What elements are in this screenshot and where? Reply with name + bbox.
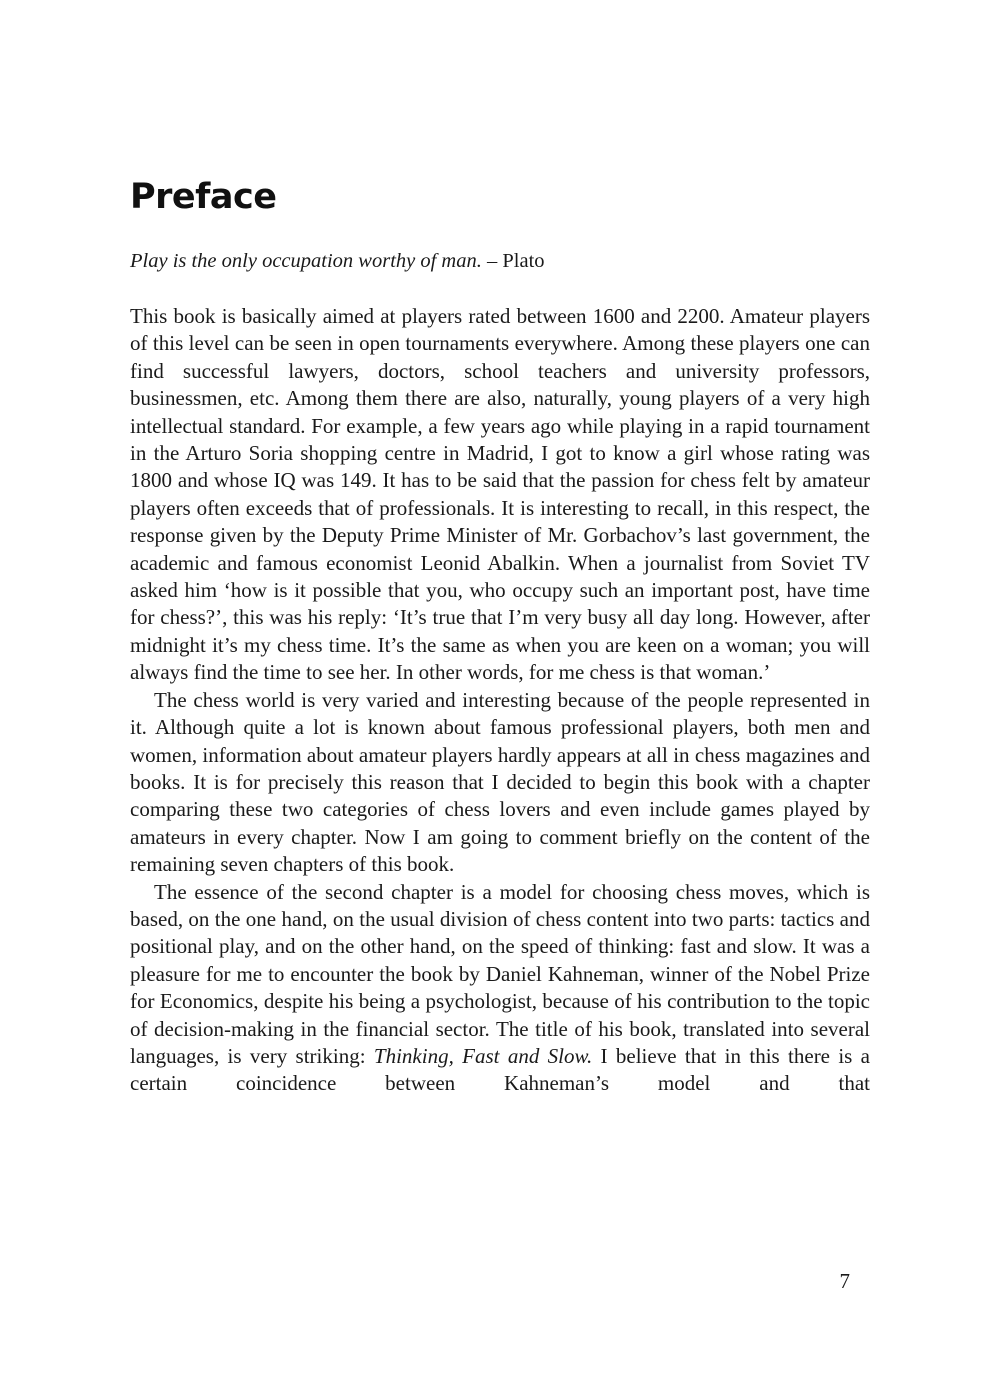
book-page [130,0,870,1383]
paragraph-3 [130,879,870,1098]
epigraph-quote: Play is the only occupation worthy of man. [130,250,482,272]
book-title-reference: Thinking, Fast and Slow. [373,1043,593,1068]
page-number: 7 [839,1269,850,1293]
page-title: Preface [130,177,277,217]
paragraph-2: The chess world is very varied and interesting because of the people represented in it. Although quite a lot is known about famous professional players, both men and women, information about amateur players hardly appears at all in chess magazines and books. It is for precisely this reason that I decided to begin this book with a chapter comparing these two categories of chess lovers and even include games played by amateurs in every chapter. Now I am going to comment briefly on the content of the remaining seven chapters of this book. [130,687,870,877]
body-text [130,303,870,1098]
paragraph-3-text-after: I believe that in this there is a certain coincidence between Kahneman’s model and that [130,1043,871,1096]
paragraph-1: This book is basically aimed at players rated between 1600 and 2200. Amateur players of this level can be seen in open tournaments everywhere. Among these players one can find successful lawyers, doctors, school teachers and university professors, businessmen, etc. Among them there are also, naturally, young players of a very high intellectual standard. For example, a few years ago while playing in a rapid tournament in the Arturo Soria shopping centre in Madrid, I got to know a girl whose rating was 1800 and whose IQ was 149. It has to be said that the passion for chess felt by amateur players often exceeds that of professionals. It is interesting to recall, in this respect, the response given by the Deputy Prime Minister of Mr. Gorbachov’s last government, the academic and famous economist Leonid Abalkin. When a journalist from Soviet TV asked him ‘how is it possible that you, who occupy such an important post, have time for chess?’, this was his reply: ‘It’s true that I’m very busy all day long. However, after midnight it’s my chess time. It’s the same as when you are keen on a woman; you will always find the time to see her. In other words, for me chess is that woman.’ [130,304,870,685]
paragraph-3-text-before: The essence of the second chapter is a model for choosing chess moves, which is based, on the one hand, on the usual division of chess content into two parts: tactics and positional play, and on the other hand, on the speed of thinking: fast and slow. It was a pleasure for me to encounter the book by Daniel Kahneman, winner of the Nobel Prize for Economics, despite his being a psychologist, because of his contribution to the topic of decision-making in the financial sector. The title of his book, translated into several languages, is very striking: [130,879,870,1068]
epigraph-attribution: – Plato [481,250,545,272]
epigraph [130,248,545,275]
